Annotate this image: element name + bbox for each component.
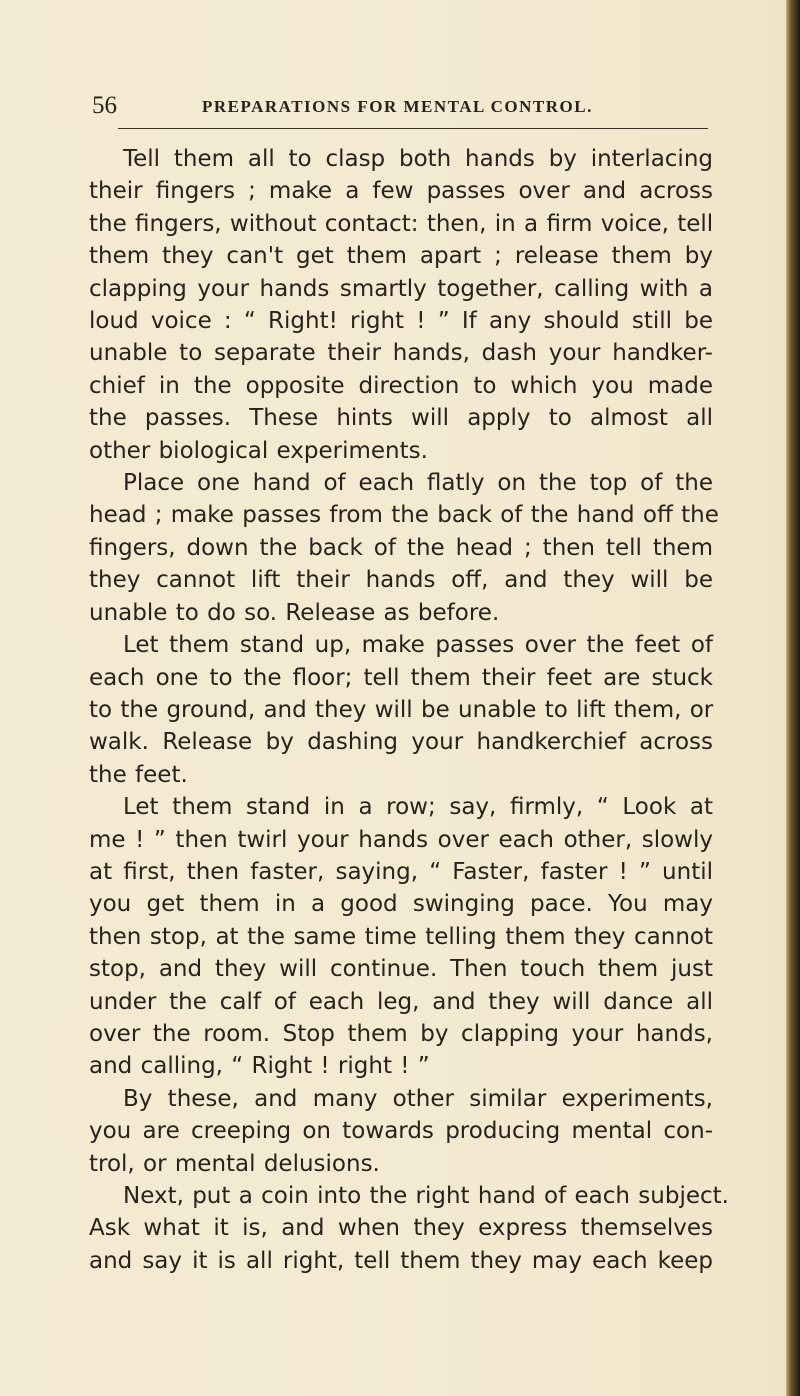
text-line: chief in the opposite direction to which you made <box>89 372 713 399</box>
page-header <box>92 91 732 121</box>
text-line: By these, and many other similar experiments, <box>123 1085 713 1112</box>
text-line: under the calf of each leg, and they will dance all <box>89 988 713 1015</box>
text-line: unable to do so. Release as before. <box>89 599 500 626</box>
text-line: me ! ” then twirl your hands over each other, slowly <box>89 826 713 853</box>
text-line: walk. Release by dashing your handkerchief across <box>89 729 713 756</box>
text-line: trol, or mental delusions. <box>89 1150 380 1177</box>
text-line: unable to separate their hands, dash your handker- <box>89 340 713 367</box>
text-line: Place one hand of each flatly on the top of the <box>123 470 713 497</box>
text-line: you are creeping on towards producing mental con- <box>89 1118 713 1145</box>
text-line: to the ground, and they will be unable to lift them, or <box>89 696 714 723</box>
text-line: the fingers, without contact: then, in a firm voice, tell <box>89 210 714 237</box>
text-line: the passes. These hints will apply to almost all <box>89 405 713 432</box>
text-line: their fingers ; make a few passes over and across <box>89 178 713 205</box>
header-rule <box>118 128 708 129</box>
body-text <box>89 143 729 1277</box>
text-line: loud voice : “ Right! right ! ” If any should still be <box>89 308 713 335</box>
text-line: fingers, down the back of the head ; then tell them <box>89 534 713 561</box>
text-line: Let them stand up, make passes over the feet of <box>123 632 713 659</box>
text-line: them they can't get them apart ; release them by <box>89 243 713 270</box>
text-line: Tell them all to clasp both hands by interlacing <box>123 146 713 172</box>
text-line: Next, put a coin into the right hand of each subject. <box>123 1183 729 1209</box>
text-line: they cannot lift their hands off, and they will be <box>89 567 713 594</box>
text-line: clapping your hands smartly together, calling with a <box>89 275 713 302</box>
running-head: PREPARATIONS FOR MENTAL CONTROL. <box>202 97 593 116</box>
page-number: 56 <box>92 92 117 119</box>
text-line: Ask what it is, and when they express themselves <box>89 1215 713 1242</box>
text-line: each one to the floor; tell them their feet are stuck <box>89 664 713 691</box>
text-line: other biological experiments. <box>89 437 428 464</box>
text-line: then stop, at the same time telling them they cannot <box>89 923 713 950</box>
page-edge-shadow <box>786 0 800 1396</box>
text-line: Let them stand in a row; say, firmly, “ Look at <box>123 794 713 821</box>
text-line: and calling, “ Right ! right ! ” <box>89 1053 430 1080</box>
text-line: at first, then faster, saying, “ Faster, faster ! ” until <box>89 858 713 885</box>
text-line: head ; make passes from the back of the hand off the <box>89 502 719 529</box>
text-line: and say it is all right, tell them they may each keep <box>89 1247 713 1274</box>
text-line: the feet. <box>89 761 188 788</box>
text-line: stop, and they will continue. Then touch them just <box>89 956 713 983</box>
text-line: over the room. Stop them by clapping your hands, <box>89 1020 713 1047</box>
text-line: you get them in a good swinging pace. You may <box>89 891 713 918</box>
